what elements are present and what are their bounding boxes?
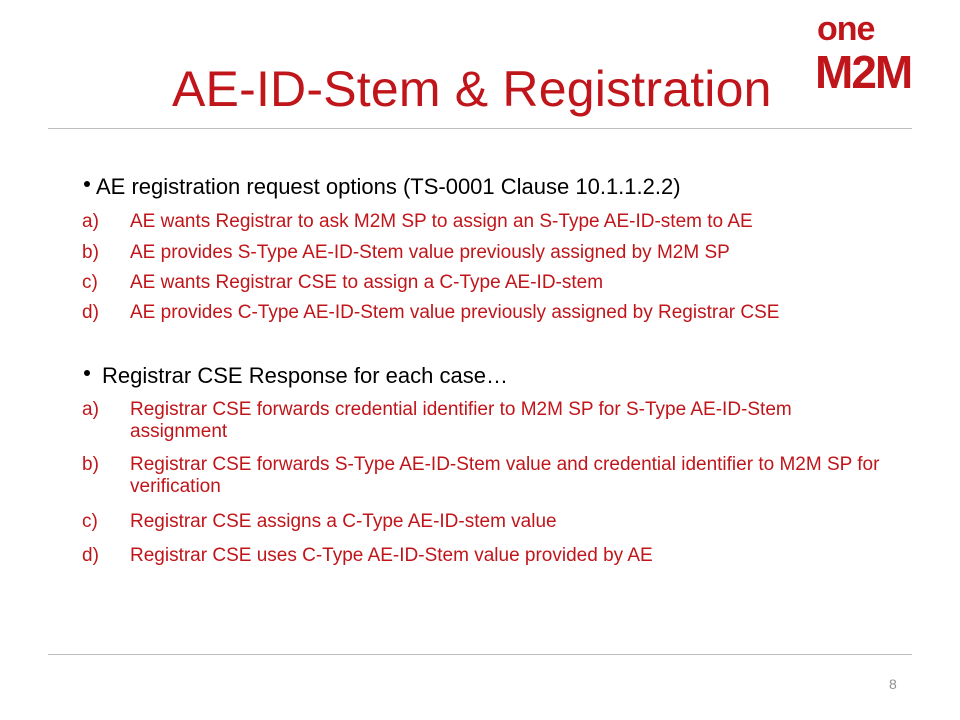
list-marker: c)	[82, 511, 98, 532]
bullet-heading: Registrar CSE Response for each case…	[102, 363, 508, 388]
list-item	[82, 454, 887, 498]
logo-text-top: one	[817, 12, 875, 48]
list-item	[82, 211, 887, 233]
list-marker: a)	[82, 211, 99, 232]
bullet-section-2	[72, 362, 912, 390]
list-item-text: AE wants Registrar to ask M2M SP to assign an S-Type AE-ID-stem to AE	[130, 211, 753, 232]
list-marker: a)	[82, 399, 99, 420]
onem2m-logo	[815, 12, 950, 94]
list-item-text: AE provides S-Type AE-ID-Stem value previously assigned by M2M SP	[130, 242, 730, 263]
bullet-dot-icon	[84, 181, 90, 187]
list-item	[82, 272, 887, 294]
list-item-text: Registrar CSE assigns a C-Type AE-ID-stem value	[130, 511, 557, 532]
bullet-heading: AE registration request options (TS-0001 Clause 10.1.1.2.2)	[96, 174, 681, 199]
slide-title: AE-ID-Stem & Registration	[172, 61, 772, 117]
list-marker: c)	[82, 272, 98, 293]
page-number: 8	[889, 676, 897, 692]
list-item	[82, 399, 887, 443]
list-item-text: Registrar CSE uses C-Type AE-ID-Stem value provided by AE	[130, 545, 653, 566]
logo-text-bottom: M2M	[815, 46, 912, 94]
title-divider	[48, 128, 912, 129]
list-item-text: Registrar CSE forwards credential identifier to M2M SP for S-Type AE-ID-Stem assignment	[130, 399, 792, 442]
list-marker: d)	[82, 545, 99, 566]
list-item-text: Registrar CSE forwards S-Type AE-ID-Stem value and credential identifier to M2M SP for verification	[130, 454, 880, 497]
list-marker: b)	[82, 454, 99, 475]
list-marker: b)	[82, 242, 99, 263]
list-marker: d)	[82, 302, 99, 323]
list-item	[82, 545, 887, 567]
list-item	[82, 242, 887, 264]
list-item	[82, 302, 887, 324]
bullet-section-1	[72, 173, 912, 201]
list-item-text: AE wants Registrar CSE to assign a C-Type AE-ID-stem	[130, 272, 604, 293]
list-item-text: AE provides C-Type AE-ID-Stem value previously assigned by Registrar CSE	[130, 302, 780, 323]
footer-divider	[48, 654, 912, 655]
bullet-dot-icon	[84, 370, 90, 376]
list-item	[82, 511, 887, 533]
